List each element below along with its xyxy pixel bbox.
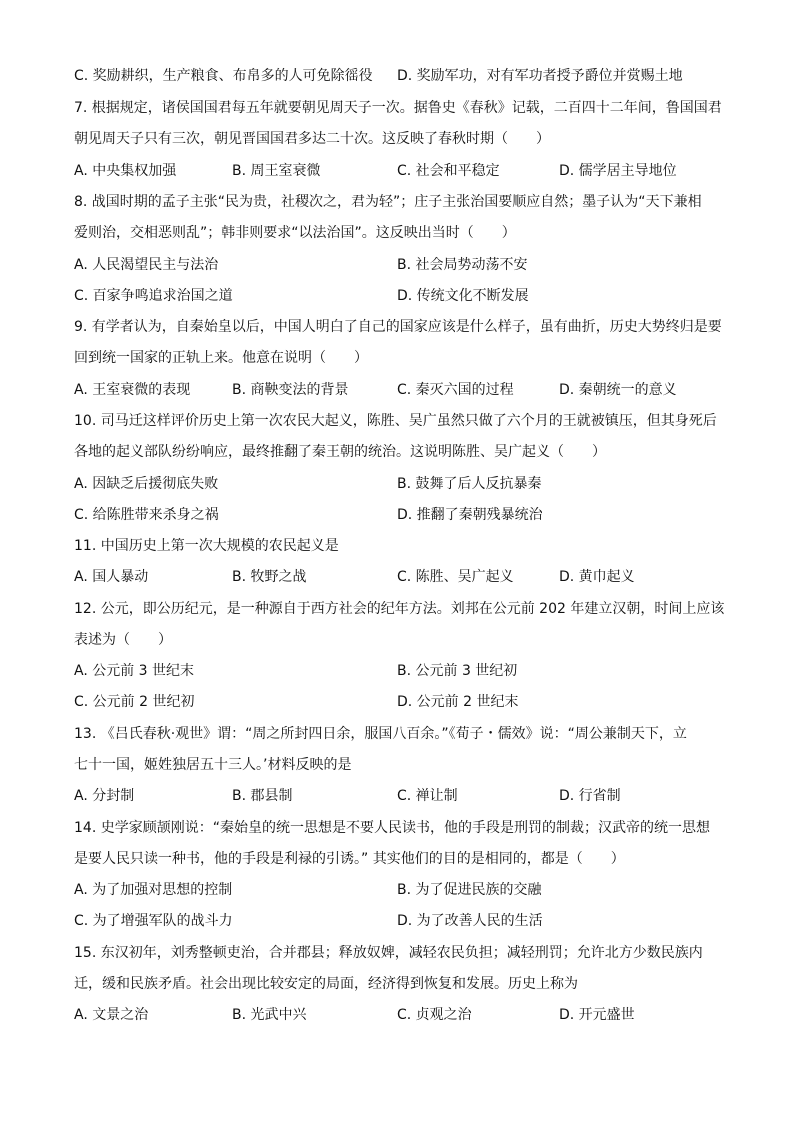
question-10-options-row-2 [74, 506, 724, 524]
question-12-options-row-2 [74, 693, 724, 711]
option-d: D. 传统文化不断发展 [397, 288, 529, 304]
prev-question-options [74, 67, 724, 85]
question-14-options-row-1 [74, 881, 724, 899]
option-c: C. 禅让制 [397, 788, 458, 804]
option-b: B. 社会局势动荡不安 [397, 257, 528, 273]
option-d: D. 为了改善人民的生活 [397, 913, 543, 929]
option-b: B. 牧野之战 [232, 569, 307, 585]
option-a: A. 公元前 3 世纪末 [74, 663, 195, 679]
question-11-options [74, 568, 724, 586]
option-c: C. 贞观之治 [397, 1007, 472, 1023]
option-b: B. 为了促进民族的交融 [397, 882, 542, 898]
option-d: D. 开元盛世 [559, 1007, 635, 1023]
question-15-line-1: 15. 东汉初年，刘秀整顿吏治，合并郡县；释放奴婢，减轻农民负担；减轻刑罚；允许北方少数民族内 [74, 945, 703, 961]
option-b: B. 商鞅变法的背景 [232, 382, 349, 398]
option-c: C. 秦灭六国的过程 [397, 382, 514, 398]
question-8-line-2: 爱则治，交相恶则乱”；韩非则要求“以法治国”。这反映出当时（ ） [74, 225, 516, 241]
question-9-line-1: 9. 有学者认为，自秦始皇以后，中国人明白了自己的国家应该是什么样子，虽有曲折，历史大势终归是要 [74, 319, 722, 335]
option-b: B. 公元前 3 世纪初 [397, 663, 518, 679]
option-a: A. 文景之治 [74, 1007, 149, 1023]
question-8-line-1: 8. 战国时期的孟子主张“民为贵，社稷次之，君为轻”；庄子主张治国要顺应自然；墨子认为“天下兼相 [74, 194, 702, 210]
option-b: B. 周王室衰微 [232, 163, 321, 179]
option-c: C. 社会和平稳定 [397, 163, 500, 179]
option-c: C. 百家争鸣追求治国之道 [74, 288, 233, 304]
question-13-options [74, 787, 724, 805]
option-a: A. 人民渴望民主与法治 [74, 257, 219, 273]
option-a: A. 王室衰微的表现 [74, 382, 191, 398]
option-d: D. 秦朝统一的意义 [559, 382, 677, 398]
option-d: D. 公元前 2 世纪末 [397, 694, 519, 710]
option-c: C. 为了增强军队的战斗力 [74, 913, 233, 929]
question-12-line-1: 12. 公元，即公历纪元，是一种源自于西方社会的纪年方法。刘邦在公元前 202 年建立汉朝，时间上应该 [74, 601, 725, 617]
option-a: A. 分封制 [74, 788, 135, 804]
question-7-line-1: 7. 根据规定，诸侯国国君每五年就要朝见周天子一次。据鲁史《春秋》记载，二百四十二年间，鲁国国君 [74, 100, 722, 116]
question-10-line-2: 各地的起义部队纷纷响应，最终推翻了秦王朝的统治。这说明陈胜、吴广起义（ ） [74, 444, 606, 460]
option-d: D. 推翻了秦朝残暴统治 [397, 507, 543, 523]
option-d: D. 奖励军功，对有军功者授予爵位并赏赐土地 [397, 68, 683, 84]
question-10-line-1: 10. 司马迁这样评价历史上第一次农民大起义，陈胜、吴广虽然只做了六个月的王就被镇压，但其身死后 [74, 413, 717, 429]
question-12-line-2: 表述为（ ） [74, 632, 172, 648]
question-10-options-row-1 [74, 475, 724, 493]
question-14-line-1: 14. 史学家顾颉刚说：“秦始皇的统一思想是不要人民读书，他的手段是刑罚的制裁；汉武帝的统一思想 [74, 820, 710, 836]
option-b: B. 鼓舞了后人反抗暴秦 [397, 476, 542, 492]
question-13-line-2: 七十一国，姬姓独居五十三人。’材料反映的是 [74, 757, 352, 773]
option-a: A. 国人暴动 [74, 569, 149, 585]
question-8-options-row-2 [74, 287, 724, 305]
option-c: C. 陈胜、吴广起义 [397, 569, 514, 585]
option-c: C. 公元前 2 世纪初 [74, 694, 195, 710]
question-14-options-row-2 [74, 912, 724, 930]
option-c: C. 给陈胜带来杀身之祸 [74, 507, 219, 523]
option-a: A. 中央集权加强 [74, 163, 177, 179]
question-7-options [74, 162, 724, 180]
option-a: A. 为了加强对思想的控制 [74, 882, 233, 898]
option-d: D. 黄巾起义 [559, 569, 635, 585]
option-a: A. 因缺乏后援彻底失败 [74, 476, 219, 492]
option-b: B. 郡县制 [232, 788, 293, 804]
question-13-line-1: 13. 《吕氏春秋·观世》谓：“周之所封四日余，服国八百余。”《荀子・儒效》说：“周公兼制天下，立 [74, 726, 687, 742]
question-15-options [74, 1006, 724, 1024]
question-12-options-row-1 [74, 662, 724, 680]
question-15-line-2: 迁，缓和民族矛盾。社会出现比较安定的局面，经济得到恢复和发展。历史上称为 [74, 976, 578, 992]
question-9-line-2: 回到统一国家的正轨上来。他意在说明（ ） [74, 350, 368, 366]
option-d: D. 行省制 [559, 788, 621, 804]
question-9-options [74, 381, 724, 399]
question-7-line-2: 朝见周天子只有三次，朝见晋国国君多达二十次。这反映了春秋时期（ ） [74, 131, 550, 147]
question-14-line-2: 是要人民只读一种书，他的手段是利禄的引诱。” 其实他们的目的是相同的，都是（ ） [74, 851, 625, 867]
option-c: C. 奖励耕织，生产粮食、布帛多的人可免除徭役 [74, 68, 373, 84]
question-8-options-row-1 [74, 256, 724, 274]
question-11-line-1: 11. 中国历史上第一次大规模的农民起义是 [74, 538, 339, 554]
option-d: D. 儒学居主导地位 [559, 163, 677, 179]
option-b: B. 光武中兴 [232, 1007, 307, 1023]
